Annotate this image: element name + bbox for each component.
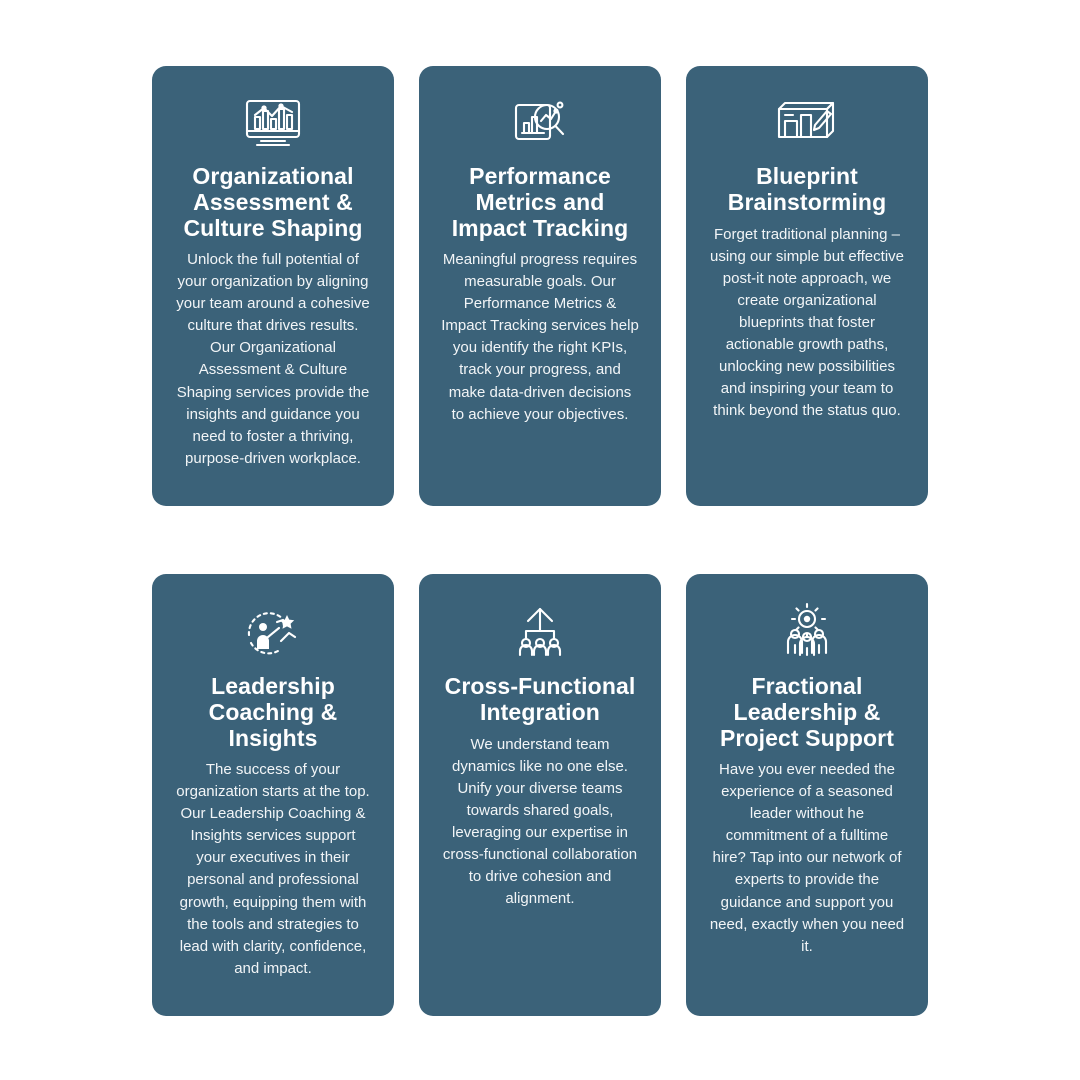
card-body: Have you ever needed the experience of a seasoned leader without he commitment of a fulltime hire? Tap into our network of experts to provide the guidance and support you need, exactly when you need it. bbox=[709, 761, 905, 955]
card-body: Meaningful progress requires measurable goals. Our Performance Metrics & Impact Tracking services help you identify the right KPIs, track your progress, and make data-driven decisions to achieve your objectives. bbox=[441, 251, 639, 423]
team-merge-arrow-icon bbox=[502, 600, 578, 662]
service-card-organizational-assessment[interactable] bbox=[152, 66, 394, 506]
service-card-leadership-coaching[interactable] bbox=[152, 574, 394, 1016]
card-body: Forget traditional planning – using our simple but effective post-it note approach, we create organizational blueprints that foster actionable growth paths, unlocking new possibilities and inspiring your team to think beyond the status quo. bbox=[710, 225, 904, 419]
service-card-cross-functional-integration[interactable] bbox=[419, 574, 661, 1016]
card-title: Organizational Assessment & Culture Shaping bbox=[183, 163, 363, 241]
service-card-performance-metrics[interactable] bbox=[419, 66, 661, 506]
card-body: The success of your organization starts at the top. Our Leadership Coaching & Insights services support your executives in their personal and professional growth, equipping them with the tools and strategies to lead with clarity, confidence, and impact. bbox=[176, 761, 370, 977]
blueprint-pencil-icon bbox=[769, 92, 845, 154]
card-body: We understand team dynamics like no one else. Unify your diverse teams towards shared goals, leveraging our expertise in cross-functional collaboration to drive cohesion and alignment. bbox=[442, 735, 638, 907]
service-card-blueprint-brainstorming[interactable] bbox=[686, 66, 928, 506]
card-title: Performance Metrics and Impact Tracking bbox=[451, 163, 629, 241]
service-card-fractional-leadership[interactable] bbox=[686, 574, 928, 1016]
services-card-grid bbox=[152, 66, 928, 1016]
card-title: Leadership Coaching & Insights bbox=[208, 673, 338, 751]
card-title: Blueprint Brainstorming bbox=[727, 163, 887, 215]
leader-star-growth-icon bbox=[237, 600, 309, 662]
card-body: Unlock the full potential of your organization by aligning your team around a cohesive culture that drives results. Our Organizational Assessment & Culture Shaping services provide the insights and guidance you need to foster a thriving, purpose-driven workplace. bbox=[176, 251, 370, 467]
team-gear-group-icon bbox=[771, 600, 843, 662]
card-title: Cross-Functional Integration bbox=[444, 673, 636, 725]
bar-chart-monitor-icon bbox=[237, 92, 309, 154]
magnifier-analytics-icon bbox=[504, 92, 576, 154]
card-title: Fractional Leadership & Project Support bbox=[719, 673, 894, 751]
